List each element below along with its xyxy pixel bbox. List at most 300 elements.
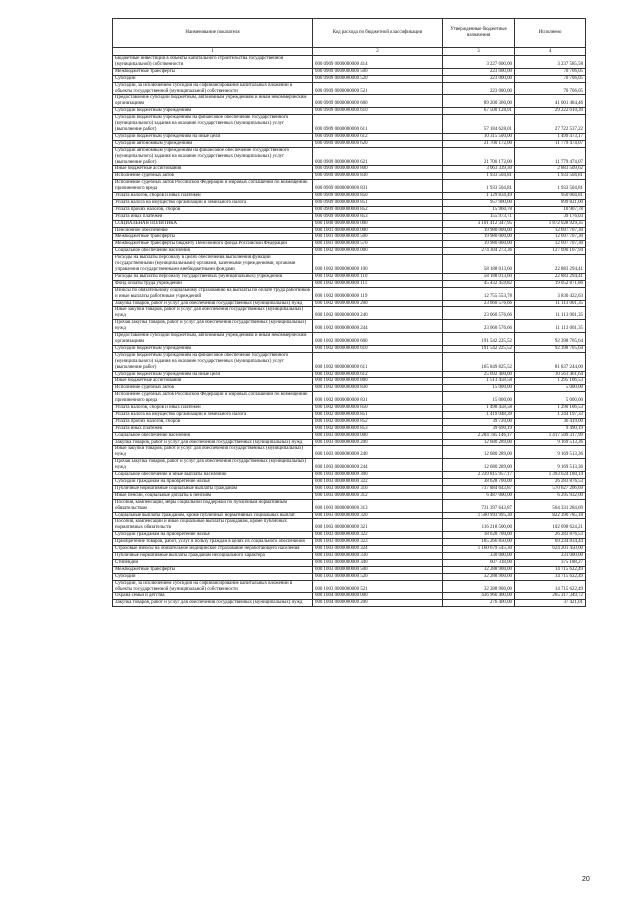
row-approved: 12 680 289,00 (443, 459, 515, 472)
table-row (113, 333, 586, 346)
row-code: 000 0909 0000000000 851 (313, 199, 443, 206)
row-code: 000 0909 0000000000 830 (313, 173, 443, 180)
row-name: Субсидии бюджетным учреждениям на иные цели (113, 371, 313, 378)
row-executed: 1 417 509 317,99 (515, 432, 586, 439)
table-row (113, 68, 586, 75)
row-approved: 32 288 900,00 (443, 573, 515, 580)
row-approved: 25 692 400,00 (443, 371, 515, 378)
row-name: Закупка товаров, работ и услуг для обеспечения государственных (муниципальных) нужд (113, 439, 313, 446)
table-row (113, 220, 586, 227)
row-approved: 155 973,71 (443, 213, 515, 220)
row-approved: 3 063 339,30 (443, 166, 515, 173)
row-executed: 11 113 001,35 (515, 320, 586, 333)
row-code: 000 1001 0000000000 500 (313, 234, 443, 241)
table-row (113, 492, 586, 499)
row-name: Пособия, компенсации, меры социальной поддержки по публичным нормативным обязательствам (113, 499, 313, 512)
row-executed: 950 004,81 (515, 193, 586, 200)
row-executed: 5 000,00 (515, 385, 586, 392)
row-name: Публичные нормативные выплаты гражданам несоциального характера (113, 552, 313, 559)
row-code: 000 1003 0000000000 340 (313, 559, 443, 566)
table-row (113, 166, 586, 173)
row-code: 000 1002 0000000000 200 (313, 300, 443, 307)
row-approved: 1 160 679 545,30 (443, 546, 515, 553)
row-approved: 165 849 825,52 (443, 352, 515, 371)
row-executed: 14 715 622,49 (515, 580, 586, 593)
table-row (113, 300, 586, 307)
table-row (113, 248, 586, 255)
table-row (113, 593, 586, 600)
table-row (113, 307, 586, 320)
row-approved: 19 980 000,00 (443, 227, 515, 234)
row-executed: 27 722 537,22 (515, 115, 586, 134)
row-executed: 81 837 244,00 (515, 352, 586, 371)
row-name: Исполнение судебных актов Российской Федерации и мировых соглашений по возмещению причиненного вреда (113, 392, 313, 405)
table-row (113, 180, 586, 193)
row-code: 000 0909 0000000000 520 (313, 75, 443, 82)
row-approved: 223 000,00 (443, 68, 515, 75)
row-name: Закупка товаров, работ и услуг для обеспечения государственных (муниципальных) нужд (113, 300, 313, 307)
row-name: Субсидии бюджетным учреждениям на финансовое обеспечение государственного (муниципального) задания на оказание государственных (муниципальных) услуг (выполнение работ) (113, 115, 313, 134)
row-approved: 1 933 504,81 (443, 173, 515, 180)
row-code: 000 0909 0000000000 621 (313, 147, 443, 166)
row-code: 000 1002 0000000000 612 (313, 371, 443, 378)
budget-execution-table (112, 18, 586, 607)
row-name: Социальные выплаты гражданам, кроме публичных нормативных социальных выплат (113, 512, 313, 519)
row-name: Уплата налога на имущество организаций и земельного налога (113, 199, 313, 206)
table-row (113, 411, 586, 418)
table-row (113, 546, 586, 553)
row-executed: 1 290 106,53 (515, 405, 586, 412)
row-approved: 45 432 459,82 (443, 280, 515, 287)
index-cell: 2 (313, 48, 443, 56)
table-row (113, 115, 586, 134)
row-approved: 23 060 576,66 (443, 300, 515, 307)
row-name: Прочая закупка товаров, работ и услуг для обеспечения государственных (муниципальных) нужд (113, 320, 313, 333)
row-executed: 3 237 585,58 (515, 56, 586, 69)
table-row (113, 75, 586, 82)
table-row (113, 472, 586, 479)
row-approved: 957 900,00 (443, 199, 515, 206)
row-approved: 19 980 000,00 (443, 234, 515, 241)
table-row (113, 320, 586, 333)
row-name: Публичные нормативные социальные выплаты гражданам (113, 485, 313, 492)
row-code: 000 0909 0000000000 611 (313, 115, 443, 134)
table-row (113, 133, 586, 140)
row-code: 000 1003 0000000000 324 (313, 546, 443, 553)
row-executed: 9 490,19 (515, 425, 586, 432)
table-row (113, 532, 586, 539)
table-row (113, 600, 586, 607)
row-code: 000 1002 0000000000 600 (313, 333, 443, 346)
row-executed: 70 706,05 (515, 82, 586, 95)
row-name: Уплата иных платежей (113, 425, 313, 432)
row-name: Межбюджетные трансферты бюджету Пенсионного фонда Российской Федерации (113, 241, 313, 248)
row-name: Фонд оплаты труда учреждений (113, 280, 313, 287)
row-code: 000 1001 0000000000 570 (313, 241, 443, 248)
row-code: 000 1003 0000000000 322 (313, 532, 443, 539)
row-code: 000 1003 0000000000 313 (313, 499, 443, 512)
row-name: Социальное обеспечение и иные выплаты населению (113, 472, 313, 479)
row-executed: 1 933 504,81 (515, 173, 586, 180)
row-approved: 1 513 458,58 (443, 378, 515, 385)
row-executed: 102 698 624,21 (515, 519, 586, 532)
row-name: Субсидии (113, 75, 313, 82)
row-executed: 14 715 622,49 (515, 566, 586, 573)
row-approved: 2 239 815 957,17 (443, 472, 515, 479)
row-name: Межбюджетные трансферты (113, 566, 313, 573)
row-code: 000 1003 0000000000 240 (313, 446, 443, 459)
row-approved: 67 500 128,01 (443, 108, 515, 115)
row-name: Субсидии, за исключением субсидий на софинансирование капитальных вложений в объекты государственной (муниципальной) собственности (113, 580, 313, 593)
row-executed: 265 317 349,72 (515, 593, 586, 600)
row-name: Уплата прочих налогов, сборов (113, 206, 313, 213)
row-code: 000 1003 0000000000 323 (313, 539, 443, 546)
table-row (113, 479, 586, 486)
row-approved: 10 315 500,00 (443, 133, 515, 140)
row-approved: 21 700 172,00 (443, 140, 515, 147)
row-name: Межбюджетные трансферты (113, 68, 313, 75)
row-code: 000 1002 0000000000 831 (313, 392, 443, 405)
row-code: 000 1004 0000000000 000 (313, 593, 443, 600)
row-name: Приобретение товаров, работ, услуг в пользу граждан в целях их социального обеспечения (113, 539, 313, 546)
row-code: 000 0909 0000000000 414 (313, 56, 443, 69)
row-executed: 9 169 513,36 (515, 446, 586, 459)
row-name: Предоставление субсидий бюджетным, автономным учреждениям и иным некоммерческим организациям (113, 95, 313, 108)
row-code: 000 1003 0000000000 500 (313, 566, 443, 573)
row-name: Расходы на выплаты персоналу государственных (муниципальных) учреждений (113, 273, 313, 280)
row-code: 000 1002 0000000000 851 (313, 411, 443, 418)
row-code: 000 1002 0000000000 240 (313, 307, 443, 320)
row-code: 000 1003 0000000000 312 (313, 492, 443, 499)
row-approved: 116 218 500,00 (443, 519, 515, 532)
table-row (113, 371, 586, 378)
row-name: Субсидии бюджетным учреждениям (113, 108, 313, 115)
table-row (113, 539, 586, 546)
table-row (113, 213, 586, 220)
table-row (113, 392, 586, 405)
row-executed: 29 222 010,39 (515, 108, 586, 115)
row-code: 000 1003 0000000000 244 (313, 459, 443, 472)
table-row (113, 95, 586, 108)
table-row (113, 385, 586, 392)
row-code: 000 1002 0000000000 611 (313, 352, 443, 371)
row-executed: 3 830 422,63 (515, 287, 586, 300)
row-approved: 274 304 273,36 (443, 248, 515, 255)
row-code: 000 1002 0000000000 610 (313, 345, 443, 352)
table-row (113, 273, 586, 280)
row-code: 000 1002 0000000000 000 (313, 248, 443, 255)
row-approved: 12 680 289,00 (443, 439, 515, 446)
row-code: 000 1003 0000000000 320 (313, 512, 443, 519)
row-name: Охрана семьи и детства (113, 593, 313, 600)
row-name: Пенсионное обеспечение (113, 227, 313, 234)
row-approved: 23 060 576,66 (443, 307, 515, 320)
index-cell: 1 (113, 48, 313, 56)
row-approved: 89 200 300,00 (443, 95, 515, 108)
row-code: 000 1002 0000000000 110 (313, 273, 443, 280)
table-row (113, 82, 586, 95)
table-body (113, 56, 586, 607)
row-executed: 19 052 871,86 (515, 280, 586, 287)
table-row (113, 241, 586, 248)
table-row (113, 432, 586, 439)
row-name: Иные пенсии, социальные доплаты к пенсиям (113, 492, 313, 499)
row-executed: 5 000,00 (515, 392, 586, 405)
row-approved: 15 960,78 (443, 206, 515, 213)
row-code: 000 1003 0000000000 200 (313, 439, 443, 446)
row-executed: 127 690 107,94 (515, 248, 586, 255)
row-code: 000 1002 0000000000 100 (313, 255, 443, 274)
row-name: Субсидии автономным учреждениям (113, 140, 313, 147)
row-executed: 2 883 509,62 (515, 166, 586, 173)
table-row (113, 405, 586, 412)
row-executed: 6 295 932,00 (515, 492, 586, 499)
table-row (113, 378, 586, 385)
table-row (113, 499, 586, 512)
row-approved: 58 188 013,60 (443, 273, 515, 280)
row-approved: 607 318,00 (443, 559, 515, 566)
row-executed: 41 001 484,46 (515, 95, 586, 108)
row-code: 000 1002 0000000000 119 (313, 287, 443, 300)
row-approved: 191 542 225,52 (443, 333, 515, 346)
table-row (113, 559, 586, 566)
row-name: Субсидии бюджетным учреждениям (113, 345, 313, 352)
row-code: 000 0909 0000000000 800 (313, 166, 443, 173)
row-name: Предоставление субсидий бюджетным, автономным учреждениям и иным некоммерческим организациям (113, 333, 313, 346)
row-approved: 39 720,00 (443, 418, 515, 425)
row-approved: 1 500 993 995,30 (443, 512, 515, 519)
row-name: Закупка товаров, работ и услуг для обеспечения государственных (муниципальных) нужд (113, 600, 313, 607)
row-name: Уплата прочих налогов, сборов (113, 418, 313, 425)
row-name: Прочая закупка товаров, работ и услуг для обеспечения государственных (муниципальных) нужд (113, 459, 313, 472)
row-executed: 570 627 206,69 (515, 485, 586, 492)
row-approved: 223 000,00 (443, 75, 515, 82)
table-row (113, 446, 586, 459)
row-executed: 70 706,05 (515, 68, 586, 75)
row-executed: 11 779 474,07 (515, 147, 586, 166)
row-name: Уплата налогов, сборов и иных платежей (113, 405, 313, 412)
row-executed: 12 697 707,30 (515, 234, 586, 241)
row-name: Социальное обеспечение населения (113, 248, 313, 255)
row-name: Стипендии (113, 559, 313, 566)
row-code: 000 1003 0000000000 321 (313, 519, 443, 532)
row-executed: 10 561 461,64 (515, 371, 586, 378)
header-executed: Исполнено (515, 19, 586, 48)
row-approved: 436 966 400,00 (443, 593, 515, 600)
row-code: 000 0909 0000000000 612 (313, 133, 443, 140)
row-name: Исполнение судебных актов (113, 385, 313, 392)
row-executed: 1 872 028 929,35 (515, 220, 586, 227)
table-row (113, 418, 586, 425)
row-name: Уплата иных платежей (113, 213, 313, 220)
row-executed: 11 113 001,35 (515, 307, 586, 320)
row-code: 000 1000 0000000000 000 (313, 220, 443, 227)
row-name: Пособия, компенсации и иные социальные выплаты гражданам, кроме публичных нормативных обязательств (113, 519, 313, 532)
row-approved: 32 288 900,00 (443, 580, 515, 593)
row-approved: 57 184 628,01 (443, 115, 515, 134)
table-index-row (113, 48, 586, 56)
row-code: 000 0909 0000000000 831 (313, 180, 443, 193)
row-executed: 70 706,05 (515, 75, 586, 82)
row-executed: 26 283 876,53 (515, 532, 586, 539)
row-code: 000 1003 0000000000 300 (313, 472, 443, 479)
row-executed: 1 244 197,33 (515, 411, 586, 418)
row-name: Субсидии бюджетным учреждениям на иные цели (113, 133, 313, 140)
row-approved: 15 000,00 (443, 392, 515, 405)
row-name: Субсидии (113, 573, 313, 580)
table-row (113, 519, 586, 532)
row-executed: 11 779 474,07 (515, 140, 586, 147)
row-approved: 191 542 225,52 (443, 345, 515, 352)
row-code: 000 1004 0000000000 200 (313, 600, 443, 607)
row-code: 000 0909 0000000000 500 (313, 68, 443, 75)
row-executed: 12 697 707,30 (515, 227, 586, 234)
row-approved: 330 000,00 (443, 552, 515, 559)
row-approved: 1 933 504,81 (443, 180, 515, 193)
table-row (113, 352, 586, 371)
row-code: 000 1003 0000000000 000 (313, 432, 443, 439)
row-executed: 14 715 622,49 (515, 573, 586, 580)
header-expense-code: Код расхода по бюджетной классификации (313, 19, 443, 48)
table-row (113, 287, 586, 300)
row-name: Субсидии гражданам на приобретение жилья (113, 532, 313, 539)
row-executed: 10 907,78 (515, 206, 586, 213)
table-row (113, 140, 586, 147)
row-name: Иные бюджетные ассигнования (113, 166, 313, 173)
row-executed: 375 188,27 (515, 559, 586, 566)
row-executed: 9 169 513,36 (515, 439, 586, 446)
row-approved: 21 700 172,00 (443, 147, 515, 166)
row-code: 000 0909 0000000000 852 (313, 206, 443, 213)
row-approved: 38 628 700,00 (443, 479, 515, 486)
row-code: 000 1003 0000000000 520 (313, 573, 443, 580)
row-executed: 92 398 705,64 (515, 333, 586, 346)
table-row (113, 173, 586, 180)
row-name: Страховые взносы на обязательное медицинское страхование неработающего населения (113, 546, 313, 553)
table-row (113, 147, 586, 166)
row-approved: 38 628 700,00 (443, 532, 515, 539)
row-name: Иные бюджетные ассигнования (113, 378, 313, 385)
row-name: Взносы по обязательному социальному страхованию на выплаты по оплате труда работников и иные выплаты работникам учреждений (113, 287, 313, 300)
row-executed: 1 499 473,17 (515, 133, 586, 140)
row-executed: 36 419,00 (515, 418, 586, 425)
row-approved: 2 284 785 146,17 (443, 432, 515, 439)
header-indicator-name: Наименование показателя (113, 19, 313, 48)
row-name: Социальное обеспечение населения (113, 432, 313, 439)
row-code: 000 1002 0000000000 244 (313, 320, 443, 333)
table-row (113, 580, 586, 593)
row-approved: 6 487 000,00 (443, 492, 515, 499)
row-name: Исполнение судебных актов Российской Федерации и мировых соглашений по возмещению причиненного вреда (113, 180, 313, 193)
table-row (113, 485, 586, 492)
row-name: Субсидии автономным учреждениям на финансовое обеспечение государственного (муниципального) задания на оказание государственных (муниципальных) услуг (выполнение работ) (113, 147, 313, 166)
row-approved: 12 680 289,00 (443, 446, 515, 459)
row-code: 000 1002 0000000000 800 (313, 378, 443, 385)
table-row (113, 566, 586, 573)
row-approved: 32 288 900,00 (443, 566, 515, 573)
row-name: Уплата налогов, сборов и иных платежей (113, 193, 313, 200)
table-row (113, 439, 586, 446)
row-name: Иные закупки товаров, работ и услуг для обеспечения государственных (муниципальных) нужд (113, 446, 313, 459)
row-name: Расходы на выплаты персоналу в целях обеспечения выполнения функций государственными (муниципальными) органами, казенными учреждениями, органами управления государственными внебюджетными фондами (113, 255, 313, 274)
row-executed: 12 697 707,30 (515, 241, 586, 248)
row-executed: 1 295 106,53 (515, 378, 586, 385)
row-executed: 37 421,01 (515, 600, 586, 607)
row-name: СОЦИАЛЬНАЯ ПОЛИТИКА (113, 220, 313, 227)
row-code: 000 0909 0000000000 850 (313, 193, 443, 200)
row-approved: 12 755 553,78 (443, 287, 515, 300)
table-row (113, 425, 586, 432)
table-row (113, 199, 586, 206)
row-approved: 276 400,00 (443, 600, 515, 607)
row-executed: 22 883 294,41 (515, 273, 586, 280)
row-approved: 3 227 600,00 (443, 56, 515, 69)
table-row (113, 345, 586, 352)
row-code: 000 1002 0000000000 852 (313, 418, 443, 425)
table-row (113, 552, 586, 559)
row-code: 000 1002 0000000000 850 (313, 405, 443, 412)
row-executed: 22 883 294,41 (515, 255, 586, 274)
row-name: Исполнение судебных актов (113, 173, 313, 180)
table-row (113, 227, 586, 234)
page-number: 20 (582, 876, 590, 883)
row-name: Межбюджетные трансферты (113, 234, 313, 241)
row-executed: 231 000,00 (515, 552, 586, 559)
row-name: Субсидии бюджетным учреждениям на финансовое обеспечение государственного (муниципального) задания на оказание государственных (муниципальных) услуг (выполнение работ) (113, 352, 313, 371)
row-executed: 1 393 624 180,14 (515, 472, 586, 479)
index-cell: 3 (443, 48, 515, 56)
row-approved: 737 884 643,87 (443, 485, 515, 492)
table-row (113, 56, 586, 69)
row-approved: 3 101 412 347,95 (443, 220, 515, 227)
row-executed: 9 169 513,36 (515, 459, 586, 472)
row-name: Субсидии гражданам на приобретение жилья (113, 479, 313, 486)
row-code: 000 0909 0000000000 610 (313, 108, 443, 115)
row-approved: 1 498 458,58 (443, 405, 515, 412)
row-executed: 39 176,03 (515, 213, 586, 220)
row-approved: 39 690,19 (443, 425, 515, 432)
row-name: Субсидии, за исключением субсидий на софинансирование капитальных вложений в объекты государственной (муниципальной) собственности (113, 82, 313, 95)
row-code: 000 0909 0000000000 600 (313, 95, 443, 108)
row-executed: 11 113 001,35 (515, 300, 586, 307)
row-code: 000 1001 0000000000 000 (313, 227, 443, 234)
table-row (113, 280, 586, 287)
index-cell: 4 (515, 48, 586, 56)
row-approved: 19 980 000,00 (443, 241, 515, 248)
row-name: Уплата налога на имущество организаций и земельного налога (113, 411, 313, 418)
row-executed: 69 234 834,44 (515, 539, 586, 546)
row-executed: 822 390 785,18 (515, 512, 586, 519)
row-name: Бюджетные инвестиции в объекты капитального строительства государственной (муниципальной) собственности (113, 56, 313, 69)
row-executed: 899 821,00 (515, 199, 586, 206)
row-name: Иные закупки товаров, работ и услуг для обеспечения государственных (муниципальных) нужд (113, 307, 313, 320)
row-code: 000 1003 0000000000 521 (313, 580, 443, 593)
row-executed: 26 283 876,53 (515, 479, 586, 486)
row-executed: 1 933 504,81 (515, 180, 586, 193)
row-approved: 185 266 850,00 (443, 539, 515, 546)
table-row (113, 573, 586, 580)
row-code: 000 1002 0000000000 111 (313, 280, 443, 287)
table-row (113, 459, 586, 472)
row-approved: 15 000,00 (443, 385, 515, 392)
row-approved: 731 397 643,87 (443, 499, 515, 512)
table-row (113, 255, 586, 274)
table-row (113, 108, 586, 115)
table-row (113, 193, 586, 200)
row-code: 000 1003 0000000000 310 (313, 485, 443, 492)
row-approved: 23 060 576,66 (443, 320, 515, 333)
budget-table-page (112, 18, 585, 607)
